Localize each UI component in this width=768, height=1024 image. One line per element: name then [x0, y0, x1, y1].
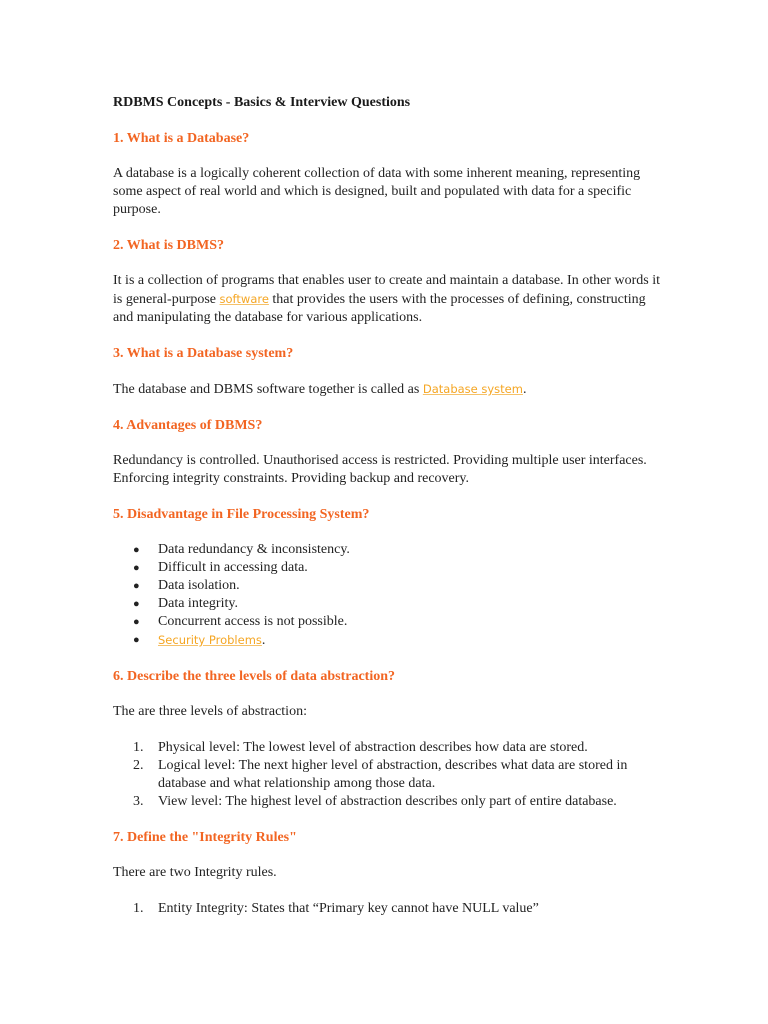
list-item-text: Entity Integrity: States that “Primary key cannot have NULL value” — [158, 901, 539, 916]
q7-numbered-list — [113, 900, 668, 918]
bullet-icon: ● — [133, 634, 140, 646]
q2-text-after: that provides the users with the processes of defining, constructing and manipulating the database for various applications. — [113, 292, 646, 325]
q3-answer — [113, 380, 668, 399]
list-item — [133, 757, 668, 793]
q2-heading: 2. What is DBMS? — [113, 238, 224, 253]
q4-heading: 4. Advantages of DBMS? — [113, 418, 263, 433]
security-problems-link[interactable]: Security Problems — [158, 633, 262, 647]
list-item-suffix: . — [261, 633, 266, 648]
list-item — [133, 577, 668, 595]
list-item — [133, 793, 668, 811]
q7-heading: 7. Define the "Integrity Rules" — [113, 830, 297, 845]
list-item-text: Logical level: The next higher level of abstraction, describes what data are stored in database and what relationship among those data. — [158, 758, 628, 791]
list-item-text: Data integrity. — [158, 596, 238, 611]
bullet-icon: ● — [133, 544, 140, 556]
list-item-text: Concurrent access is not possible. — [158, 614, 348, 629]
bullet-icon: ● — [133, 598, 140, 610]
list-number: 1. — [133, 901, 144, 916]
list-item — [133, 541, 668, 559]
q5-heading: 5. Disadvantage in File Processing System? — [113, 507, 370, 522]
bullet-icon: ● — [133, 616, 140, 628]
q4-answer: Redundancy is controlled. Unauthorised access is restricted. Providing multiple user interfaces. Enforcing integrity constraints. Providing backup and recovery. — [113, 453, 647, 486]
list-item — [133, 900, 668, 918]
list-item-text: Physical level: The lowest level of abstraction describes how data are stored. — [158, 740, 588, 755]
q1-heading: 1. What is a Database? — [113, 131, 250, 146]
list-item — [133, 595, 668, 613]
list-item — [133, 631, 668, 650]
q3-text-after: . — [522, 382, 527, 397]
q1-answer: A database is a logically coherent collection of data with some inherent meaning, representing some aspect of real world and which is designed, built and populated with data for a specific purpose. — [113, 166, 641, 217]
q2-text-before: It is a collection of programs that enables user to create and maintain a database. In other words it is general-purpose — [113, 273, 660, 307]
list-item — [133, 559, 668, 577]
q3-text-before: The database and DBMS software together is called as — [113, 382, 423, 397]
list-item — [133, 613, 668, 631]
q2-answer — [113, 272, 668, 327]
q3-heading: 3. What is a Database system? — [113, 346, 294, 361]
bullet-icon: ● — [133, 562, 140, 574]
list-item-text: View level: The highest level of abstraction describes only part of entire database. — [158, 794, 617, 809]
q6-numbered-list — [113, 739, 668, 811]
document-title: RDBMS Concepts - Basics & Interview Questions — [113, 95, 411, 110]
list-number: 1. — [133, 740, 144, 755]
q6-intro: The are three levels of abstraction: — [113, 704, 307, 719]
q5-bullet-list — [113, 541, 668, 650]
database-system-link[interactable]: Database system — [422, 382, 523, 396]
list-item-text: Difficult in accessing data. — [158, 560, 308, 575]
bullet-icon: ● — [133, 580, 140, 592]
list-number: 3. — [133, 794, 144, 809]
software-link[interactable]: software — [219, 292, 269, 306]
list-item-text: Data redundancy & inconsistency. — [158, 542, 350, 557]
list-item-text: Data isolation. — [158, 578, 240, 593]
list-item — [133, 739, 668, 757]
q6-heading: 6. Describe the three levels of data abstraction? — [113, 669, 396, 684]
list-number: 2. — [133, 758, 144, 773]
q7-intro: There are two Integrity rules. — [113, 865, 277, 880]
